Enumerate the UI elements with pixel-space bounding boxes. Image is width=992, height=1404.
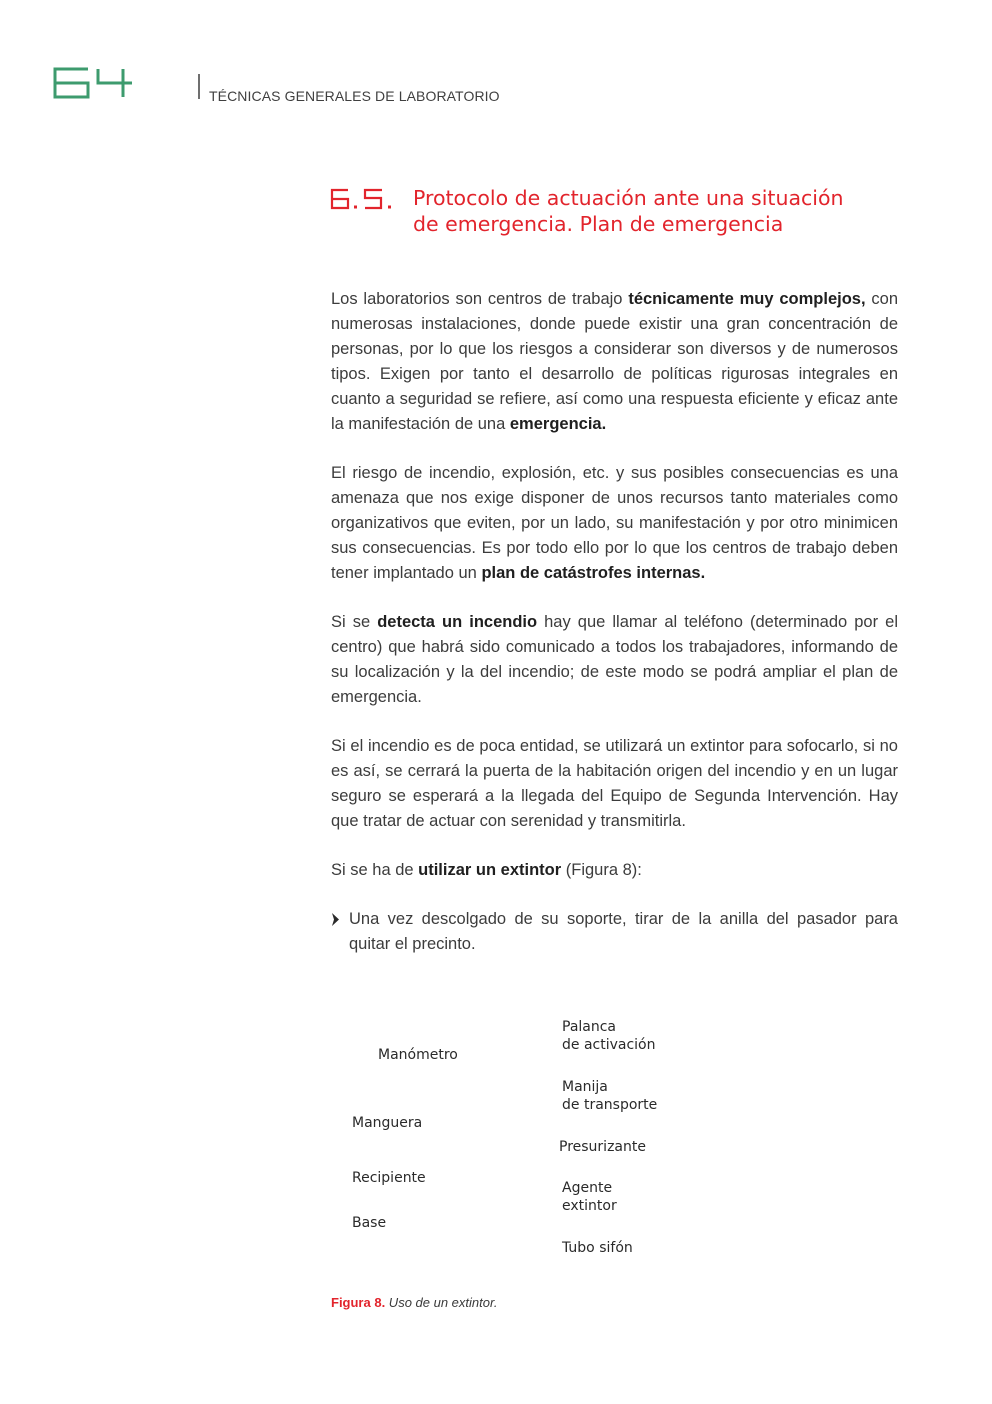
caption-text: Uso de un extintor. xyxy=(385,1295,498,1310)
label-manguera: Manguera xyxy=(352,1115,423,1131)
paragraph: Si se detecta un incendio hay que llamar al teléfono (determinado por el centro) que habrá sido comunicado a todos los trabajadores, informando de su localización y la del incendio; de este modo se podrá ampliar el plan de emergencia. xyxy=(331,613,898,706)
bullet-item xyxy=(331,907,898,957)
body-text xyxy=(331,287,898,981)
emphasis: emergencia. xyxy=(509,415,607,433)
emphasis: plan de catástrofes internas. xyxy=(481,564,706,582)
paragraph: El riesgo de incendio, explosión, etc. y sus posibles consecuencias es una amenaza que nos exige disponer de unos recursos tanto materiales como organizativos que eviten, por un lado, su manifestación y por otro minimicen sus consecuencias. Es por todo ello por lo que los centros de trabajo deben tener implantado un plan de catástrofes internas. xyxy=(331,464,898,582)
paragraph: Los laboratorios son centros de trabajo técnicamente muy complejos, con numerosas instalaciones, donde puede existir una gran concentración de personas, por lo que los riesgos a considerar son diversos y de numerosos tipos. Exigen por tanto el desarrollo de políticas rigurosas integrales en cuanto a seguridad se refiere, así como una respuesta eficiente y eficaz ante la manifestación de una emergencia. xyxy=(331,290,899,433)
chevron-right-icon xyxy=(331,913,340,926)
emphasis: utilizar un extintor xyxy=(418,861,562,879)
label-recipiente: Recipiente xyxy=(352,1170,426,1186)
label-agente: Agente extintor xyxy=(562,1180,617,1214)
figure-caption xyxy=(331,1295,497,1310)
label-base: Base xyxy=(352,1215,387,1231)
emphasis: técnicamente muy complejos, xyxy=(628,290,866,308)
page-number xyxy=(52,66,138,100)
section-title: Protocolo de actuación ante una situación de emergencia. Plan de emergencia xyxy=(413,186,844,236)
section-number xyxy=(330,188,404,210)
caption-label: Figura 8. xyxy=(331,1295,386,1310)
label-presurizante: Presurizante xyxy=(559,1139,646,1155)
label-manija: Manija de transporte xyxy=(562,1079,658,1113)
label-tubo: Tubo sifón xyxy=(562,1240,633,1256)
label-palanca: Palanca de activación xyxy=(562,1019,656,1053)
running-title: TÉCNICAS GENERALES DE LABORATORIO xyxy=(209,88,500,104)
bullet-text: Una vez descolgado de su soporte, tirar de la anilla del pasador para quitar el precinto. xyxy=(349,910,898,953)
paragraph: Si se ha de utilizar un extintor (Figura 8): xyxy=(331,861,642,879)
header-divider xyxy=(198,74,200,99)
figure-extintor xyxy=(331,1010,898,1270)
paragraph: Si el incendio es de poca entidad, se utilizará un extintor para sofocarlo, si no es así, se cerrará la puerta de la habitación origen del incendio y en un lugar seguro se esperará a la llegada del Equipo de Segunda Intervención. Hay que tratar de actuar con serenidad y transmitirla. xyxy=(331,737,898,830)
emphasis: detecta un incendio xyxy=(377,613,538,631)
label-manometro: Manómetro xyxy=(378,1047,458,1063)
